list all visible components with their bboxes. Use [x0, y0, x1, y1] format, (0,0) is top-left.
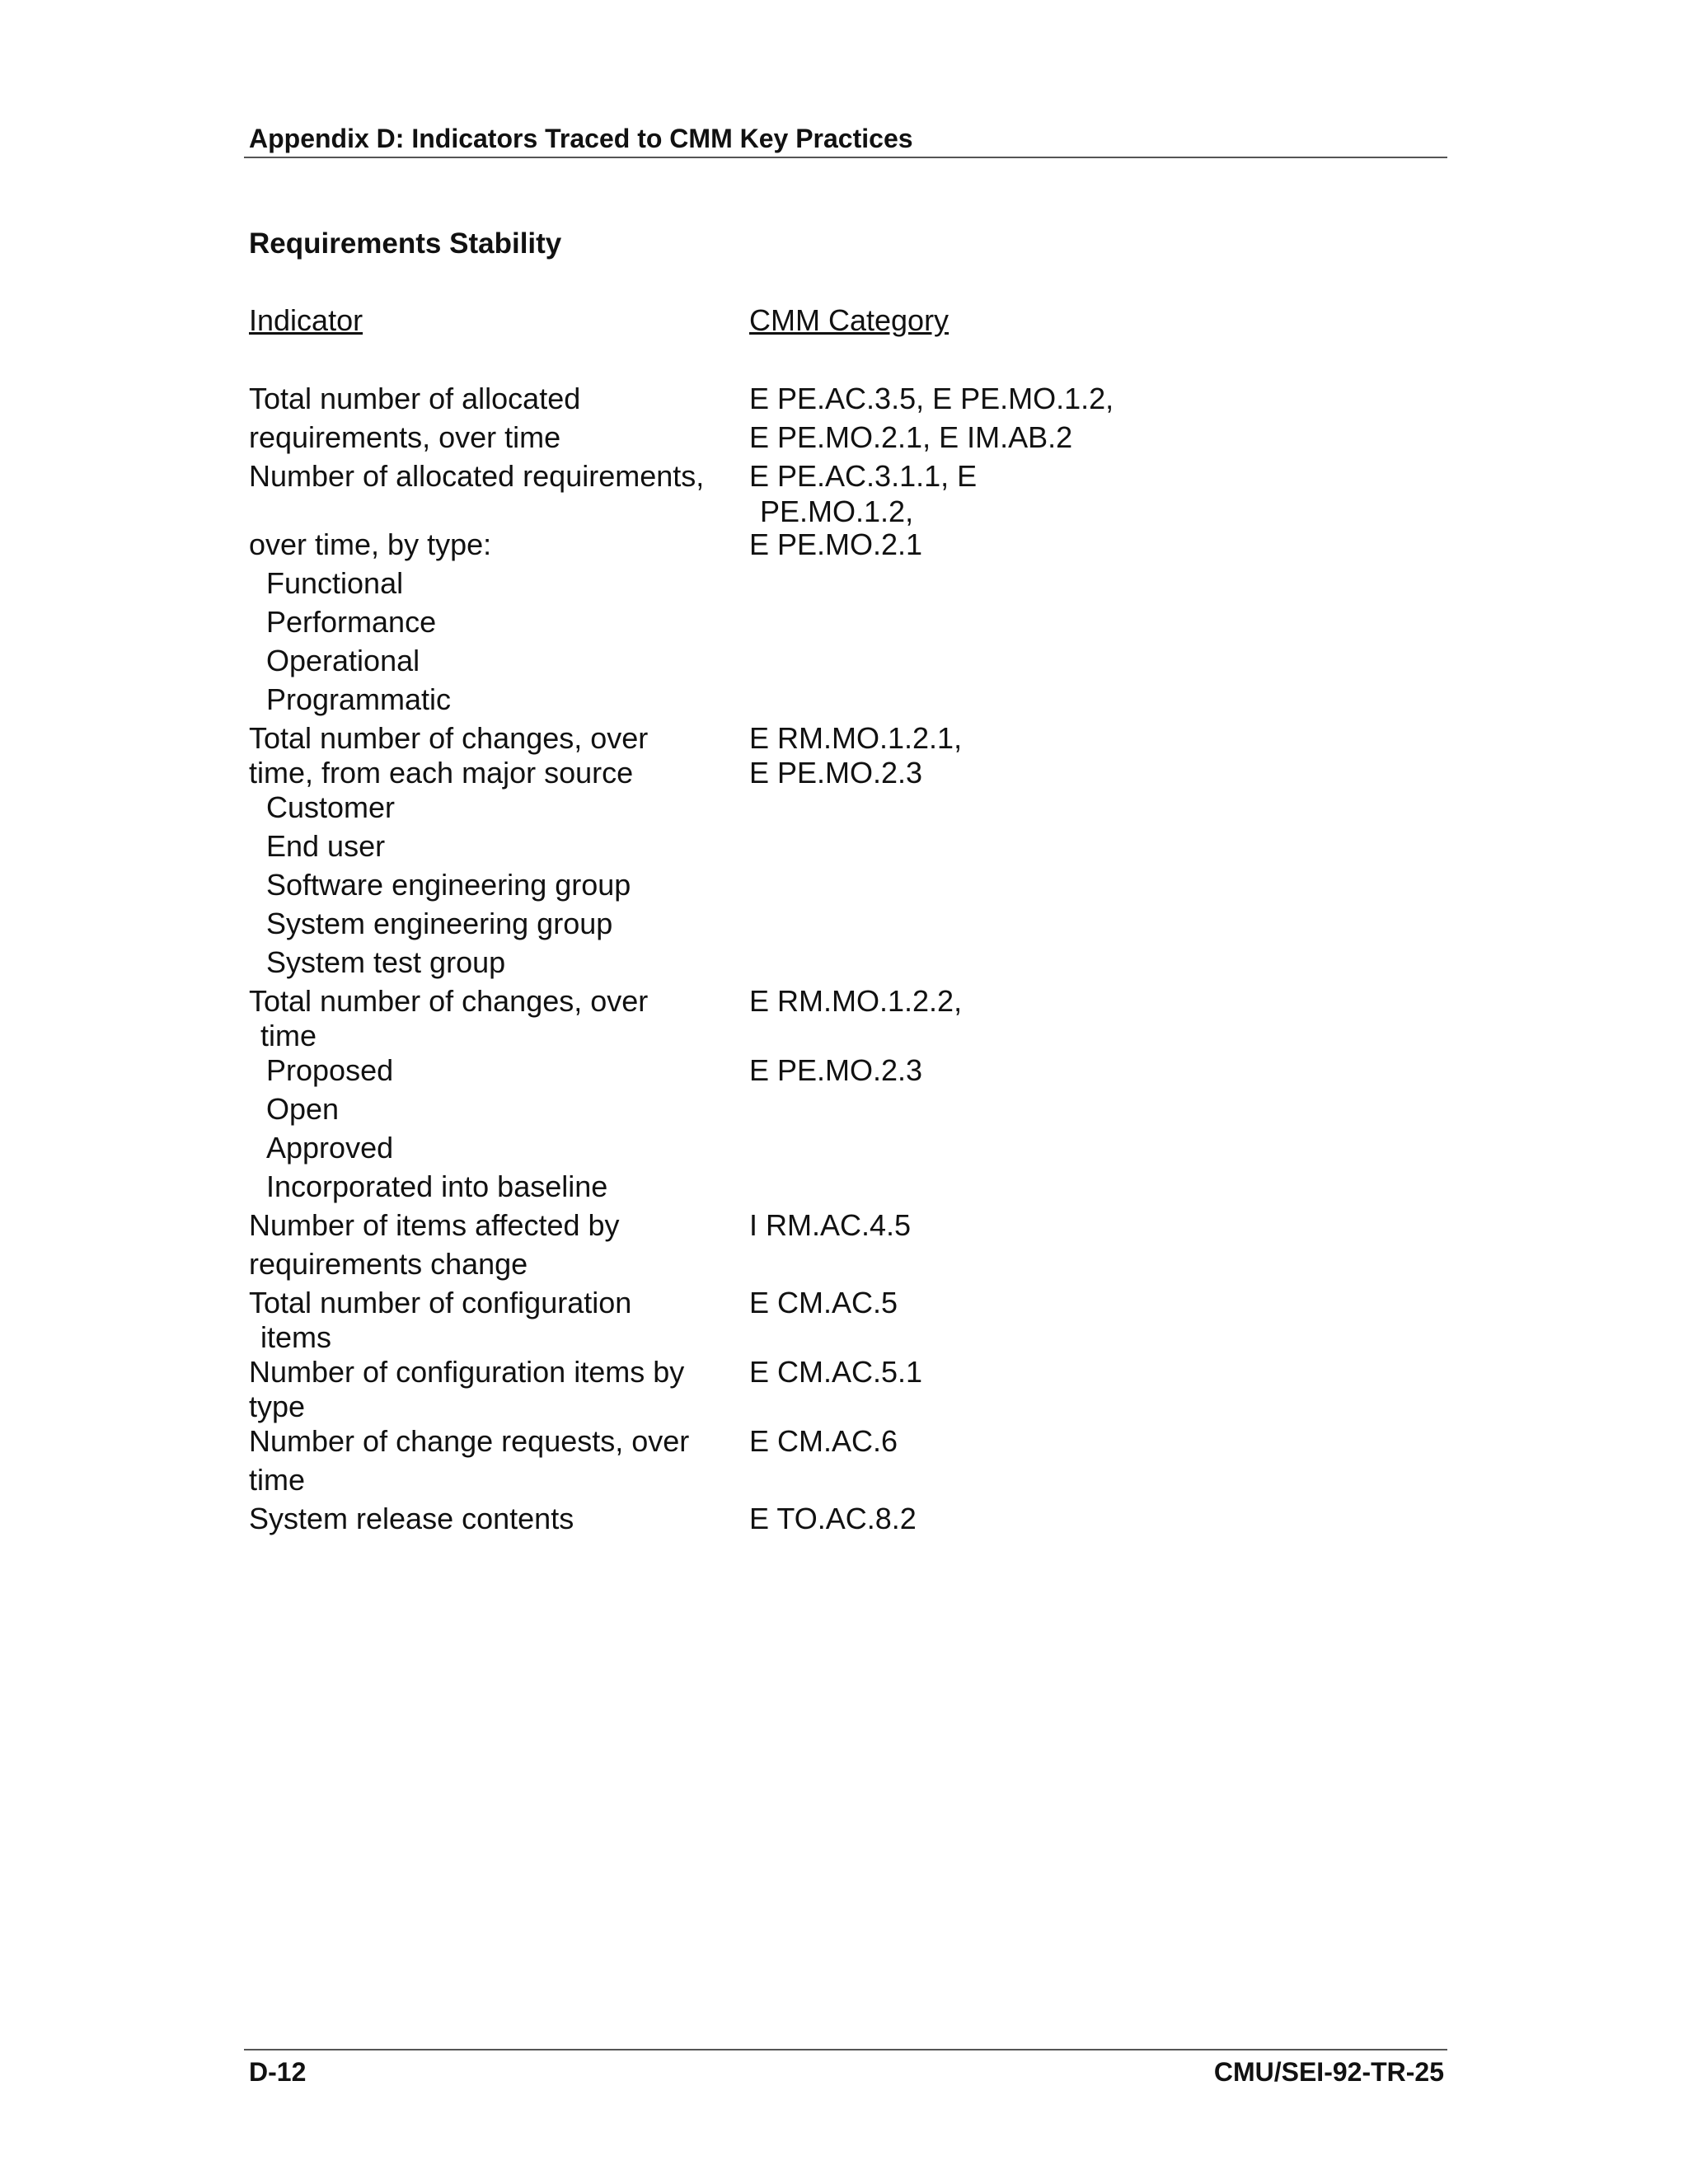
indicator-line: requirements change: [249, 1247, 528, 1281]
footer-rule: [244, 2049, 1447, 2050]
category-line: E CM.AC.6: [749, 1424, 898, 1458]
category-line: E RM.MO.1.2.2,: [749, 984, 963, 1018]
sub-item: Functional: [266, 566, 404, 600]
indicator-line: Total number of allocated: [249, 382, 581, 415]
indicator-line: Number of allocated requirements,: [249, 459, 705, 493]
sub-item: Incorporated into baseline: [266, 1169, 608, 1203]
category-line: E PE.MO.2.1: [749, 527, 923, 561]
category-line: E PE.MO.2.3: [749, 1053, 923, 1087]
category-line: I RM.AC.4.5: [749, 1208, 912, 1242]
indicator-line: Number of configuration items by: [249, 1355, 685, 1389]
sub-item: Approved: [266, 1131, 394, 1165]
category-line: E PE.MO.2.1, E IM.AB.2: [749, 420, 1073, 454]
indicator-line: requirements, over time: [249, 420, 561, 454]
indicator-line: type: [249, 1390, 306, 1423]
sub-item: Performance: [266, 605, 437, 639]
sub-item: System engineering group: [266, 907, 613, 940]
category-line: PE.MO.1.2,: [760, 494, 914, 528]
sub-item: System test group: [266, 945, 506, 979]
indicator-line: time: [249, 1463, 306, 1497]
indicator-line: time, from each major source: [249, 756, 634, 790]
indicator-line: Number of change requests, over: [249, 1424, 690, 1458]
sub-item: End user: [266, 829, 386, 863]
indicator-line: Number of items affected by: [249, 1208, 620, 1242]
report-number: CMU/SEI-92-TR-25: [1213, 2057, 1444, 2087]
indicator-line: Total number of configuration: [249, 1286, 632, 1319]
category-line: E CM.AC.5: [749, 1286, 898, 1319]
sub-item: Programmatic: [266, 682, 452, 716]
category-line: E RM.MO.1.2.1,: [749, 721, 963, 755]
page-number: D-12: [249, 2057, 307, 2087]
sub-item: Open: [266, 1092, 340, 1126]
indicator-line: items: [260, 1320, 332, 1354]
header-rule: [244, 157, 1447, 158]
section-title: Requirements Stability: [249, 227, 562, 260]
category-line: E CM.AC.5.1: [749, 1355, 923, 1389]
category-line: E PE.AC.3.1.1, E: [749, 459, 978, 493]
sub-item: Software engineering group: [266, 868, 631, 902]
category-column-header: CMM Category: [749, 303, 950, 337]
indicator-line: Total number of changes, over: [249, 721, 649, 755]
category-line: E PE.AC.3.5, E PE.MO.1.2,: [749, 382, 1114, 415]
indicator-line: Total number of changes, over: [249, 984, 649, 1018]
indicator-line: over time, by type:: [249, 527, 492, 561]
indicator-line: time: [260, 1019, 317, 1052]
page-header: Appendix D: Indicators Traced to CMM Key Practices: [249, 124, 913, 153]
sub-item: Customer: [266, 790, 396, 824]
indicator-column-header: Indicator: [249, 303, 363, 337]
category-line: E PE.MO.2.3: [749, 756, 923, 790]
indicator-line: System release contents: [249, 1502, 574, 1535]
category-line: E TO.AC.8.2: [749, 1502, 917, 1535]
sub-item: Proposed: [266, 1053, 394, 1087]
sub-item: Operational: [266, 644, 420, 677]
